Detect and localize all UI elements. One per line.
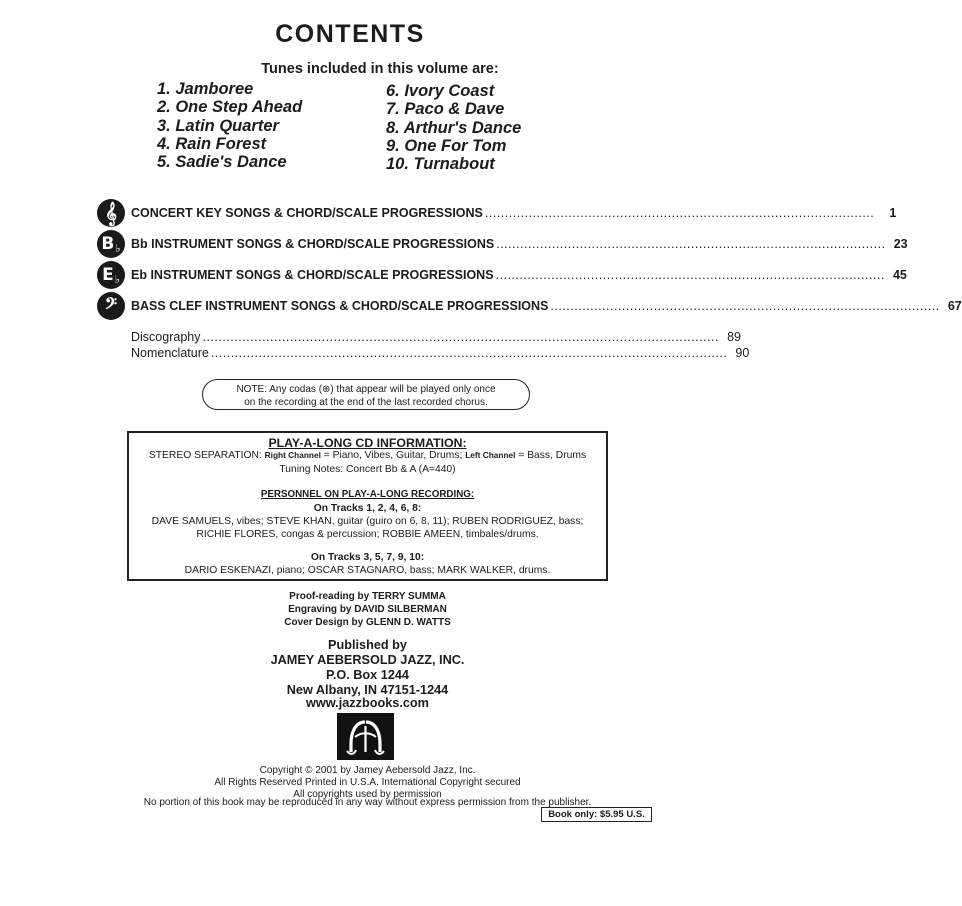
tune-item: 5. Sadie's Dance <box>157 153 287 172</box>
toc-entry-label: CONCERT KEY SONGS & CHORD/SCALE PROGRESSIONS <box>131 206 483 220</box>
toc-entry <box>131 206 897 220</box>
toc-entry-page: 90 <box>735 346 750 360</box>
leader-dots: .................................................................................................. <box>496 237 886 251</box>
toc-entry <box>131 268 907 282</box>
cd-info-heading: PLAY-A-LONG CD INFORMATION: <box>268 436 467 450</box>
tune-item: 6. Ivory Coast <box>386 82 495 100</box>
tune-item: 3. Latin Quarter <box>157 116 279 135</box>
publisher-city: New Albany, IN 47151-1244 <box>286 683 449 697</box>
tuning-notes: Tuning Notes: Concert Bb & A (A=440) <box>279 464 456 475</box>
leader-dots: .................................................................................................. <box>495 268 885 282</box>
toc-entry <box>131 237 908 251</box>
toc-entry-label: Bb INSTRUMENT SONGS & CHORD/SCALE PROGRESSIONS <box>131 237 495 251</box>
tune-item: 9. One For Tom <box>386 136 507 155</box>
leader-dots: .................................................................................................................................. <box>210 346 728 360</box>
publisher-address: P.O. Box 1244 <box>326 668 409 682</box>
copyright-notice: No portion of this book may be reproduced in any way without express permission from the publisher. <box>143 797 592 808</box>
tracks-group-2: On Tracks 3, 5, 7, 9, 10: <box>310 552 425 563</box>
credit-line: Proof-reading by TERRY SUMMA <box>289 591 446 602</box>
personnel-heading: PERSONNEL ON PLAY-A-LONG RECORDING: <box>260 489 475 500</box>
toc-entry-page: 1 <box>889 206 897 220</box>
toc-entry <box>131 330 741 344</box>
e-flat-icon: E ♭ <box>97 261 125 289</box>
publisher-line: Published by <box>328 638 407 652</box>
toc-entry-label: Nomenclature <box>131 346 209 360</box>
price-tag: Book only: $5.95 U.S. <box>541 807 652 822</box>
leader-dots: .................................................................................................. <box>550 299 940 313</box>
toc-entry-page: 67 <box>947 299 962 313</box>
toc-entry-page: 89 <box>727 330 741 344</box>
publisher-name: JAMEY AEBERSOLD JAZZ, INC. <box>270 653 465 667</box>
toc-entry-page: 45 <box>892 268 907 282</box>
bass-clef-icon: 𝄢 <box>97 292 125 320</box>
personnel-line: DAVE SAMUELS, vibes; STEVE KHAN, guitar (guiro on 6, 8, 11); RUBEN RODRIGUEZ, bass; <box>151 516 584 527</box>
toc-entry-label: BASS CLEF INSTRUMENT SONGS & CHORD/SCALE PROGRESSIONS <box>131 299 549 313</box>
tunes-subtitle: Tunes included in this volume are: <box>261 61 499 77</box>
page-title: CONTENTS <box>275 20 425 48</box>
cd-info-box <box>127 431 608 581</box>
stereo-separation: STEREO SEPARATION: Right Channel = Piano, Vibes, Guitar, Drums; Left Channel = Bass, Drums <box>148 450 587 461</box>
b-flat-icon: B ♭ <box>97 230 125 258</box>
leader-dots: .................................................................................................. <box>484 206 875 220</box>
credit-line: Engraving by DAVID SILBERMAN <box>288 604 447 615</box>
note-line: NOTE: Any codas (⊕) that appear will be played only once <box>236 384 496 395</box>
tune-item: 1. Jamboree <box>157 80 254 98</box>
tune-item: 7. Paco & Dave <box>386 100 505 119</box>
tunes-list-right <box>386 82 521 173</box>
leader-dots: .................................................................................................................................. <box>202 330 719 344</box>
copyright-line: All Rights Reserved Printed in U.S.A. International Copyright secured <box>214 777 521 788</box>
tune-item: 2. One Step Ahead <box>157 98 303 117</box>
publisher-website: www.jazzbooks.com <box>306 696 429 710</box>
coda-note <box>202 379 530 410</box>
copyright-line: All copyrights used by permission <box>293 789 442 800</box>
toc-entry-label: Eb INSTRUMENT SONGS & CHORD/SCALE PROGRESSIONS <box>131 268 494 282</box>
credit-line: Cover Design by GLENN D. WATTS <box>284 617 451 628</box>
personnel-line: RICHIE FLORES, congas & percussion; ROBBIE AMEEN, timbales/drums. <box>196 529 539 540</box>
tune-item: 8. Arthur's Dance <box>386 118 522 137</box>
note-line: on the recording at the end of the last recorded chorus. <box>244 397 488 408</box>
tunes-list-left <box>157 80 302 171</box>
tune-item: 4. Rain Forest <box>157 134 267 153</box>
personnel-line: DARIO ESKENAZI, piano; OSCAR STAGNARO, bass; MARK WALKER, drums. <box>184 565 551 576</box>
copyright-line: Copyright © 2001 by Jamey Aebersold Jazz, Inc. <box>259 765 476 776</box>
toc-entry-label: Discography <box>131 330 201 344</box>
treble-clef-icon: 𝄞 <box>97 199 125 227</box>
toc-entry-page: 23 <box>893 237 908 251</box>
toc-entry <box>131 346 750 360</box>
publisher-logo <box>337 713 394 760</box>
tracks-group-1: On Tracks 1, 2, 4, 6, 8: <box>313 503 422 514</box>
toc-entry <box>131 299 962 313</box>
tune-item: 10. Turnabout <box>386 155 495 174</box>
